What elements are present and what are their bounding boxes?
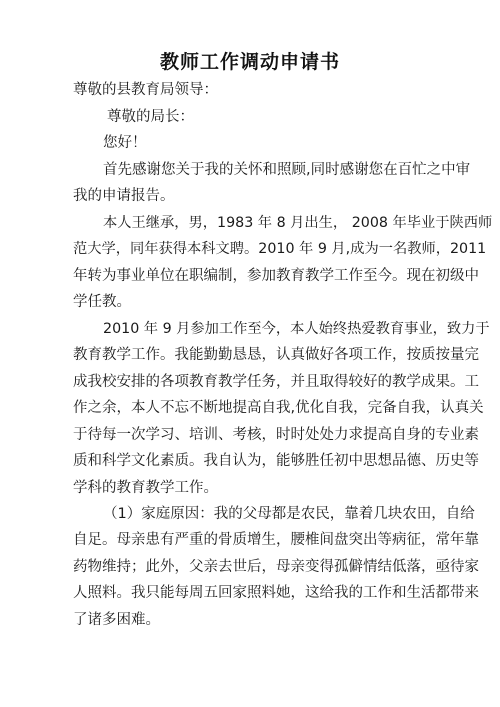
paragraph-line: 我的申请报告。 [73,188,175,204]
paragraph-line: 了诸多困难。 [73,612,160,628]
paragraph-line: 年转为事业单位在职编制，参加教育教学工作至今。现在初级中 [73,268,479,284]
paragraph-line: 2010 年 9 月参加工作至今，本人始终热爱教育事业，致力于 [103,321,490,337]
paragraph-line: 学任教。 [73,294,131,310]
paragraph-line: 本人王继承，男，1983 年 8 月出生， 2008 年毕业于陕西师 [103,215,493,231]
paragraph-line: 质和科学文化素质。我自认为，能够胜任初中思想品德、历史等 [73,453,479,469]
paragraph-line: 首先感谢您关于我的关怀和照顾,同时感谢您在百忙之中审 [103,162,471,178]
paragraph-line: 成我校安排的各项教育教学任务，并且取得较好的教学成果。工 [73,374,479,390]
paragraph-line: 药物维持；此外，父亲去世后，母亲变得孤僻情结低落，亟待家 [73,559,479,575]
paragraph-line: 学科的教育教学工作。 [73,480,218,496]
paragraph-line: 自足。母亲患有严重的骨质增生，腰椎间盘突出等病征，常年靠 [73,532,479,548]
greeting-line: 您好！ [103,135,147,151]
paragraph-line: 范大学，同年获得本科文聘。2010 年 9 月,成为一名教师，2011 [73,241,487,257]
paragraph-line: （1）家庭原因：我的父母都是农民，靠着几块农田，自给 [103,506,475,522]
paragraph-line: 作之余，本人不忘不断地提高自我,优化自我，完备自我，认真关 [73,400,484,416]
document-title: 教师工作调动申请书 [159,51,340,73]
salutation-line: 尊敬的局长： [107,109,194,125]
paragraph-line: 人照料。我只能每周五回家照料她，这给我的工作和生活都带来 [73,585,479,601]
paragraph-line: 于待每一次学习、培训、考核，时时处处力求提高自身的专业素 [73,427,479,443]
salutation-line: 尊敬的县教育局领导： [73,82,218,98]
paragraph-line: 教育教学工作。我能勤勤恳恳，认真做好各项工作，按质按量完 [73,347,479,363]
